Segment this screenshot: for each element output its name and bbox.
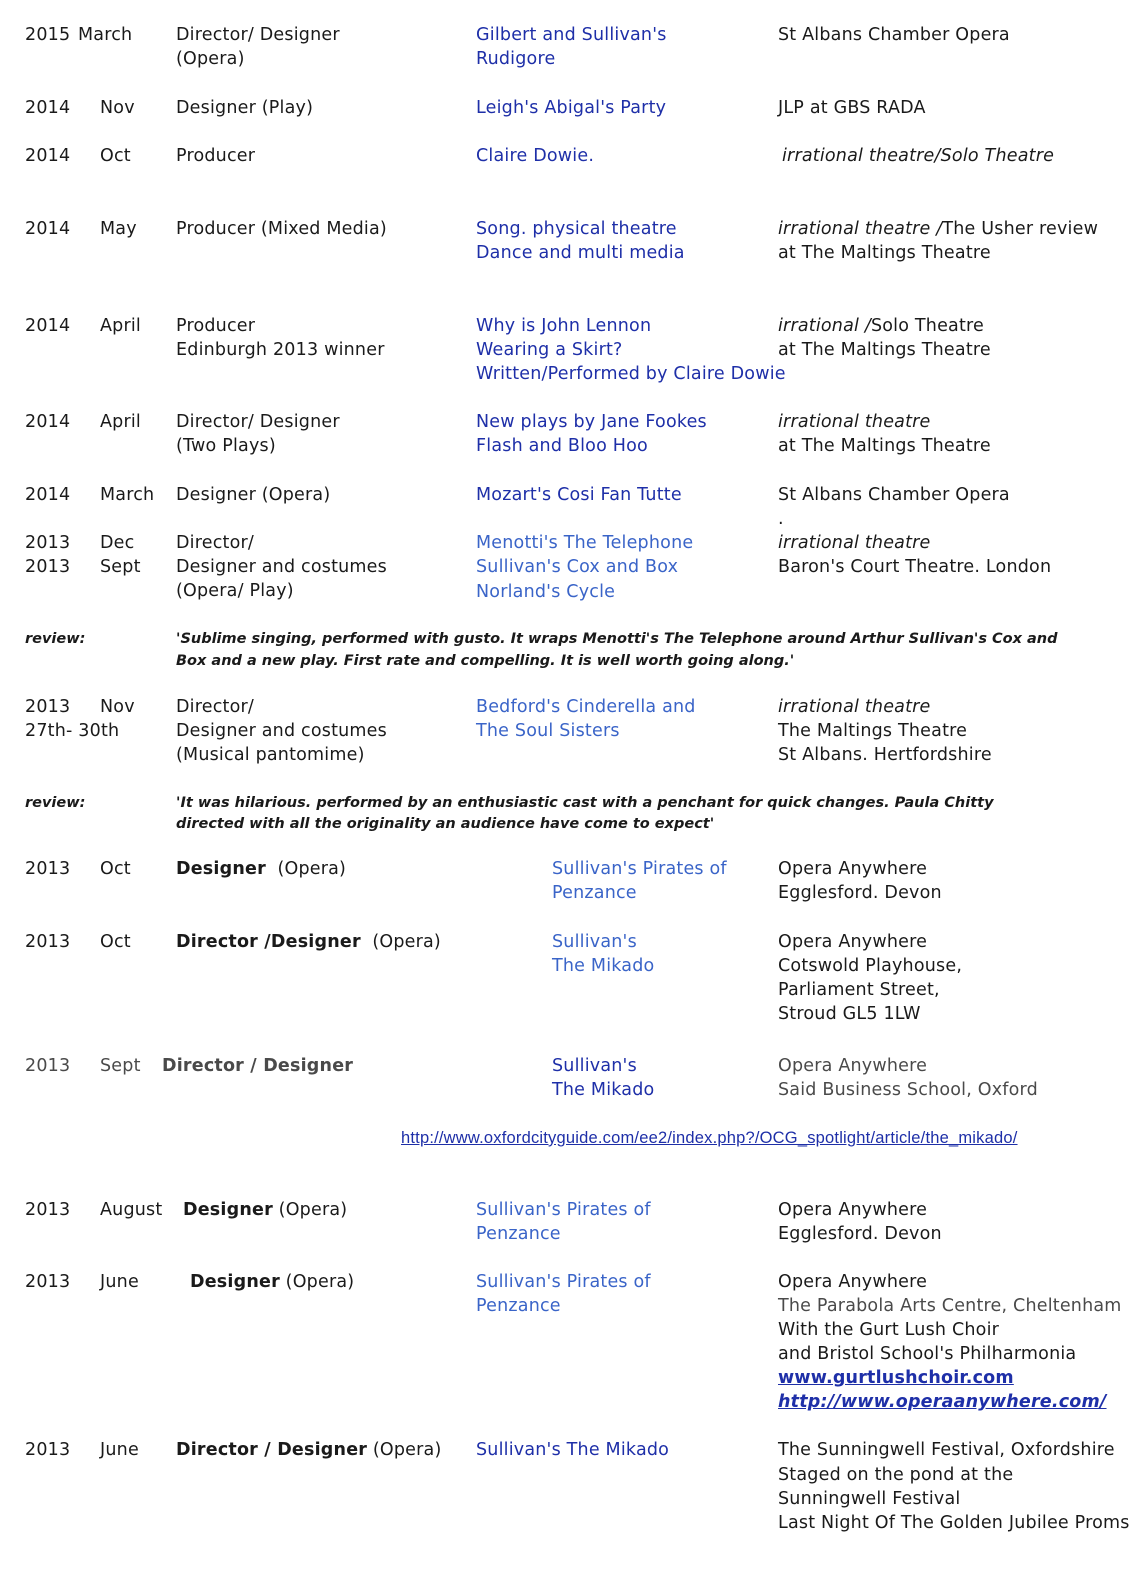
work-title: Sullivan's The Mikado <box>476 1440 670 1460</box>
year: 2014 <box>25 98 71 118</box>
venue: irrational theatre <box>778 697 931 717</box>
venue: Last Night Of The Golden Jubilee Proms <box>778 1513 1130 1533</box>
venue: Parliament Street, <box>778 980 940 1000</box>
work-title: Gilbert and Sullivan's <box>476 25 667 45</box>
month: June <box>100 1440 139 1460</box>
work-title: The Mikado <box>552 956 655 976</box>
role <box>176 930 441 954</box>
venue: at The Maltings Theatre <box>778 340 991 360</box>
venue: Stroud GL5 1LW <box>778 1004 921 1024</box>
venue: at The Maltings Theatre <box>778 243 991 263</box>
venue: and Bristol School's Philharmonia <box>778 1344 1077 1364</box>
review-text: directed with all the originality an audience have come to expect' <box>176 816 715 832</box>
venue: Opera Anywhere <box>778 859 928 879</box>
month: April <box>100 412 141 432</box>
role: Designer and costumes <box>176 721 387 741</box>
role: (Musical pantomime) <box>176 745 365 765</box>
review-text: 'It was hilarious. performed by an enthusiastic cast with a penchant for quick changes. Paula Chitty <box>176 795 994 811</box>
role-title: Designer <box>176 859 266 879</box>
venue: Staged on the pond at the <box>778 1465 1014 1485</box>
venue: Opera Anywhere <box>778 932 928 952</box>
role-title: Director / Designer <box>162 1056 354 1076</box>
month: June <box>100 1272 139 1292</box>
venue: Said Business School, Oxford <box>778 1080 1038 1100</box>
venue: St Albans. Hertfordshire <box>778 745 992 765</box>
role-title: Director / Designer <box>176 1440 368 1460</box>
role <box>176 1438 441 1462</box>
work-title: Why is John Lennon <box>476 316 652 336</box>
month: Oct <box>100 859 131 879</box>
role-type: (Opera) <box>285 1272 355 1292</box>
work-title: The Soul Sisters <box>476 721 620 741</box>
venue: The Sunningwell Festival, Oxfordshire <box>778 1440 1115 1460</box>
month: Dec <box>100 533 135 553</box>
role <box>190 1270 354 1294</box>
venue: irrational theatre <box>778 533 931 553</box>
month: Oct <box>100 932 131 952</box>
role: Producer (Mixed Media) <box>176 219 387 239</box>
year: 2014 <box>25 146 71 166</box>
year: 2014 <box>25 412 71 432</box>
work-title: Norland's Cycle <box>476 582 616 602</box>
review-text: 'Sublime singing, performed with gusto. It wraps Menotti's The Telephone around Arthur Sullivan's Cox and <box>176 631 1058 647</box>
year: 2014 <box>25 485 71 505</box>
role: Producer <box>176 146 256 166</box>
gurt-lush-choir-link[interactable]: www.gurtlushchoir.com <box>778 1368 1014 1388</box>
year: 2014 <box>25 219 71 239</box>
work-title: Song. physical theatre <box>476 219 677 239</box>
venue: at The Maltings Theatre <box>778 436 991 456</box>
review-label: review: <box>25 795 86 811</box>
venue: Egglesford. Devon <box>778 883 942 903</box>
work-title: Dance and multi media <box>476 243 685 263</box>
role: Designer and costumes <box>176 557 387 577</box>
month: Sept <box>100 557 141 577</box>
venue: Baron's Court Theatre. London <box>778 557 1052 577</box>
year: 2013 <box>25 1200 71 1220</box>
role-title: Director /Designer <box>176 932 361 952</box>
venue: Sunningwell Festival <box>778 1489 961 1509</box>
venue-dot: . <box>778 509 784 529</box>
review-label: review: <box>25 631 86 647</box>
work-title: Flash and Bloo Hoo <box>476 436 648 456</box>
year: 2013 <box>25 859 71 879</box>
role: (Two Plays) <box>176 436 276 456</box>
venue: irrational theatre/Solo Theatre <box>782 146 1055 166</box>
year: 2013 <box>25 1056 71 1076</box>
venue: The Parabola Arts Centre, Cheltenham <box>778 1296 1122 1316</box>
year: 2013 <box>25 697 71 717</box>
venue: St Albans Chamber Opera <box>778 485 1010 505</box>
review-text: Box and a new play. First rate and compelling. It is well worth going along.' <box>176 653 795 669</box>
work-title: Penzance <box>552 883 637 903</box>
role-title: Designer <box>183 1200 273 1220</box>
work-title: Bedford's Cinderella and <box>476 697 696 717</box>
month: April <box>100 316 141 336</box>
work-title: The Mikado <box>552 1080 655 1100</box>
role-type: (Opera) <box>372 932 441 952</box>
venue: Opera Anywhere <box>778 1200 928 1220</box>
venue: The Maltings Theatre <box>778 721 968 741</box>
role <box>176 857 346 881</box>
role <box>183 1198 347 1222</box>
work-title: Sullivan's Pirates of <box>476 1272 651 1292</box>
oxford-city-guide-link[interactable]: http://www.oxfordcityguide.com/ee2/index.php?/OCG_spotlight/article/the_mikado/ <box>401 1129 1018 1147</box>
role-type: (Opera) <box>277 859 347 879</box>
month: Sept <box>100 1056 141 1076</box>
year: 2014 <box>25 316 71 336</box>
role: Director/ Designer <box>176 25 340 45</box>
role: Designer (Play) <box>176 98 314 118</box>
role-type: (Opera) <box>278 1200 348 1220</box>
work-title: Penzance <box>476 1296 561 1316</box>
role: Edinburgh 2013 winner <box>176 340 385 360</box>
month: May <box>100 219 137 239</box>
year: 2013 <box>25 557 71 577</box>
venue <box>778 217 1098 241</box>
month: August <box>100 1200 163 1220</box>
work-title: Penzance <box>476 1224 561 1244</box>
role: Producer <box>176 316 256 336</box>
work-title: Sullivan's Cox and Box <box>476 557 679 577</box>
work-title: Claire Dowie. <box>476 146 595 166</box>
year: 2013 <box>25 533 71 553</box>
role: Director/ <box>176 697 254 717</box>
year: 2013 <box>25 932 71 952</box>
work-title: Written/Performed by Claire Dowie <box>476 364 786 384</box>
work-title: Rudigore <box>476 49 556 69</box>
venue: St Albans Chamber Opera <box>778 25 1010 45</box>
work-title: Sullivan's <box>552 1056 637 1076</box>
role-type: (Opera) <box>372 1440 442 1460</box>
work-title: Sullivan's Pirates of <box>476 1200 651 1220</box>
month: Nov <box>100 98 135 118</box>
venue-detail: The Usher review <box>942 219 1099 239</box>
venue <box>778 314 984 338</box>
venue: JLP at GBS RADA <box>778 98 926 118</box>
work-title: Sullivan's Pirates of <box>552 859 727 879</box>
month: March <box>100 485 155 505</box>
month: March <box>78 25 133 45</box>
year: 2013 <box>25 1440 71 1460</box>
year: 2015 <box>25 25 71 45</box>
venue-detail: Solo Theatre <box>870 316 985 336</box>
venue: irrational theatre <box>778 412 931 432</box>
role: Director/ <box>176 533 254 553</box>
work-title: Wearing a Skirt? <box>476 340 623 360</box>
role: (Opera/ Play) <box>176 581 294 601</box>
year: 2013 <box>25 1272 71 1292</box>
role-title: Designer <box>190 1272 280 1292</box>
venue: Egglesford. Devon <box>778 1224 942 1244</box>
dates: 27th- 30th <box>25 721 120 741</box>
work-title: Leigh's Abigal's Party <box>476 98 667 118</box>
month: Nov <box>100 697 135 717</box>
venue: Opera Anywhere <box>778 1056 928 1076</box>
work-title: New plays by Jane Fookes <box>476 412 707 432</box>
venue: With the Gurt Lush Choir <box>778 1320 1000 1340</box>
venue-company: irrational theatre / <box>778 219 943 239</box>
work-title: Sullivan's <box>552 932 637 952</box>
role: Director/ Designer <box>176 412 340 432</box>
month: Oct <box>100 146 131 166</box>
venue: Opera Anywhere <box>778 1272 928 1292</box>
venue-company: irrational / <box>778 316 871 336</box>
role: (Opera) <box>176 49 245 69</box>
work-title: Mozart's Cosi Fan Tutte <box>476 485 682 505</box>
work-title: Menotti's The Telephone <box>476 533 694 553</box>
opera-anywhere-link[interactable]: http://www.operaanywhere.com/ <box>778 1392 1107 1412</box>
venue: Cotswold Playhouse, <box>778 956 963 976</box>
role: Designer (Opera) <box>176 485 331 505</box>
